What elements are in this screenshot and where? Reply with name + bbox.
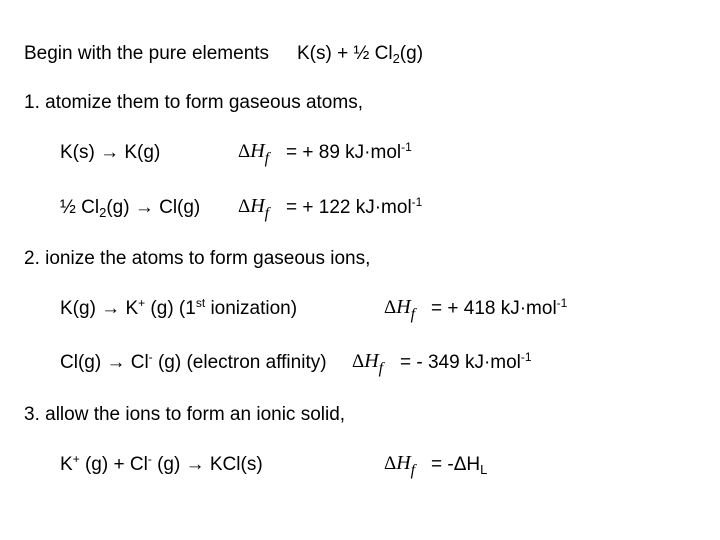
- enthalpy-symbol: $\Delta H_f$: [238, 140, 270, 167]
- enthalpy-symbol: $\Delta H_f$: [384, 296, 416, 323]
- step-1-label: 1. atomize them to form gaseous atoms,: [24, 92, 363, 113]
- reaction-cl-electron-affinity-value: = - 349 kJ·mol$^{-1}$: [400, 350, 532, 373]
- intro-equation-prefix: K(s) + ½ Cl: [297, 43, 393, 64]
- enthalpy-symbol: $\Delta H_f$: [238, 195, 270, 222]
- intro-line: [24, 44, 269, 63]
- intro-equation: [297, 43, 424, 66]
- reaction-ionic-solid-value: = $-\Delta H_L$: [431, 454, 488, 477]
- reaction-cl-atomize: ½ $Cl_2(g) \to Cl(g)$: [60, 197, 201, 220]
- intro-equation-suffix: (g): [399, 43, 424, 64]
- reaction-cl-atomize-value: = + 122 kJ·mol$^{-1}$: [286, 195, 423, 218]
- step-3-label: 3. allow the ions to form an ionic solid,: [24, 404, 346, 425]
- reaction-k-atomize-value: = + 89 kJ·mol$^{-1}$: [286, 140, 412, 163]
- reaction-cl-electron-affinity: Cl(g) → Cl- (g) (electron affinity): [60, 350, 327, 373]
- reaction-k-ionize-value: = + 418 kJ·mol$^{-1}$: [431, 296, 568, 319]
- intro-text: Begin with the pure elements: [24, 43, 270, 64]
- enthalpy-symbol: $\Delta H_f$: [352, 350, 384, 377]
- enthalpy-symbol: $\Delta H_f$: [384, 452, 416, 479]
- intro-equation-sub: 2: [392, 51, 400, 66]
- reaction-k-atomize: K(s) → K(g): [60, 142, 161, 163]
- reaction-k-ionize: K(g) → K+ (g) (1st ionization): [60, 296, 298, 319]
- reaction-ionic-solid: K+ (g) + Cl- (g) → KCl(s): [60, 452, 263, 475]
- step-2-label: 2. ionize the atoms to form gaseous ions,: [24, 248, 371, 269]
